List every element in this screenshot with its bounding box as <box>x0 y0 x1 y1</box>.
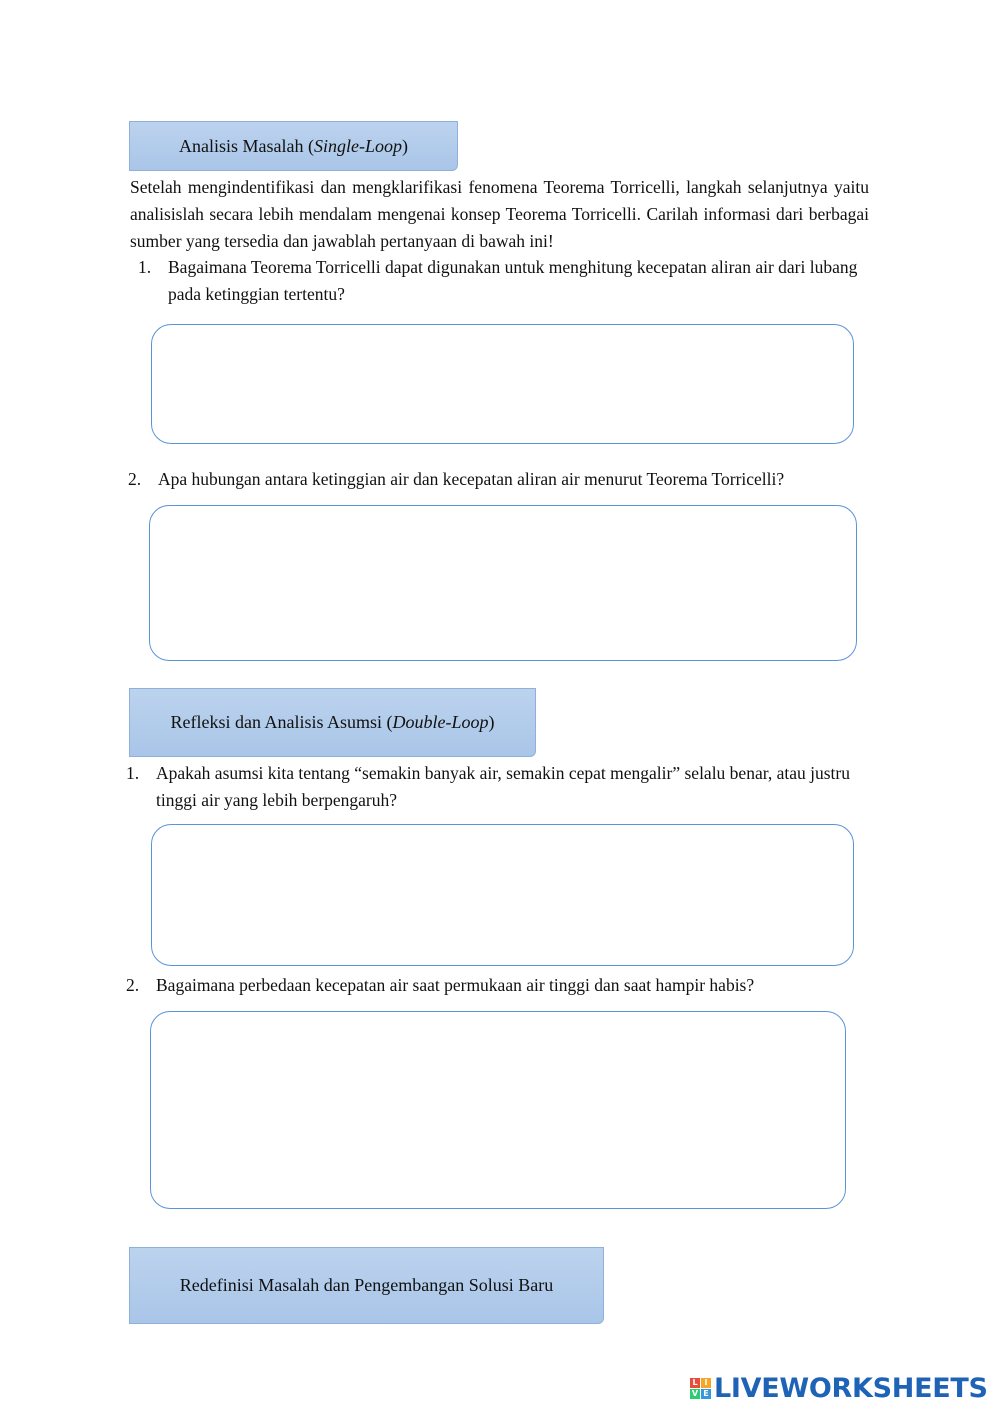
question-2-1 <box>126 760 871 814</box>
section-banner-double-loop <box>129 688 536 757</box>
answer-box-2-1[interactable] <box>151 824 854 966</box>
section-banner-redefinition <box>129 1247 604 1324</box>
intro-paragraph: Setelah mengindentifikasi dan mengklarifikasi fenomena Teorema Torricelli, langkah selanjutnya yaitu analisislah secara lebih mendalam mengenai konsep Teorema Torricelli. Carilah informasi dari berbagai sumber yang tersedia dan jawablah pertanyaan di bawah ini! <box>130 177 869 251</box>
liveworksheets-logo <box>690 1373 988 1404</box>
logo-mark-letter: I <box>701 1378 711 1388</box>
banner-prefix: Refleksi dan Analisis Asumsi ( <box>170 712 393 732</box>
banner-suffix: ) <box>488 712 495 732</box>
question-2-2 <box>126 972 871 999</box>
question-number: 1. <box>126 763 140 783</box>
answer-box-1-2[interactable] <box>149 505 857 661</box>
answer-box-1-1[interactable] <box>151 324 854 444</box>
logo-mark-letter: E <box>701 1389 711 1399</box>
question-number: 1. <box>138 257 152 277</box>
question-text: Apakah asumsi kita tentang “semakin banyak air, semakin cepat mengalir” selalu benar, atau justru tinggi air yang lebih berpengaruh? <box>156 763 850 810</box>
logo-mark-letter: L <box>690 1378 700 1388</box>
question-number: 2. <box>126 975 140 995</box>
banner-text: Redefinisi Masalah dan Pengembangan Solusi Baru <box>179 1275 554 1295</box>
section-banner-single-loop <box>129 121 458 171</box>
question-text: Bagaimana Teorema Torricelli dapat digunakan untuk menghitung kecepatan aliran air dari lubang pada ketinggian tertentu? <box>168 257 858 304</box>
question-text: Bagaimana perbedaan kecepatan air saat permukaan air tinggi dan saat hampir habis? <box>156 975 755 995</box>
question-1-2 <box>128 466 873 493</box>
logo-text: LIVEWORKSHEETS <box>714 1373 988 1404</box>
question-number: 2. <box>128 469 142 489</box>
question-1-1 <box>138 254 869 308</box>
answer-box-2-2[interactable] <box>150 1011 846 1209</box>
banner-prefix: Analisis Masalah ( <box>179 135 314 156</box>
banner-italic: Single-Loop <box>313 135 402 156</box>
banner-suffix: ) <box>401 135 408 156</box>
logo-mark-letter: V <box>691 1389 699 1398</box>
banner-italic: Double-Loop <box>392 712 489 732</box>
logo-mark-icon <box>690 1378 711 1399</box>
question-text: Apa hubungan antara ketinggian air dan kecepatan aliran air menurut Teorema Torricelli? <box>158 469 785 489</box>
